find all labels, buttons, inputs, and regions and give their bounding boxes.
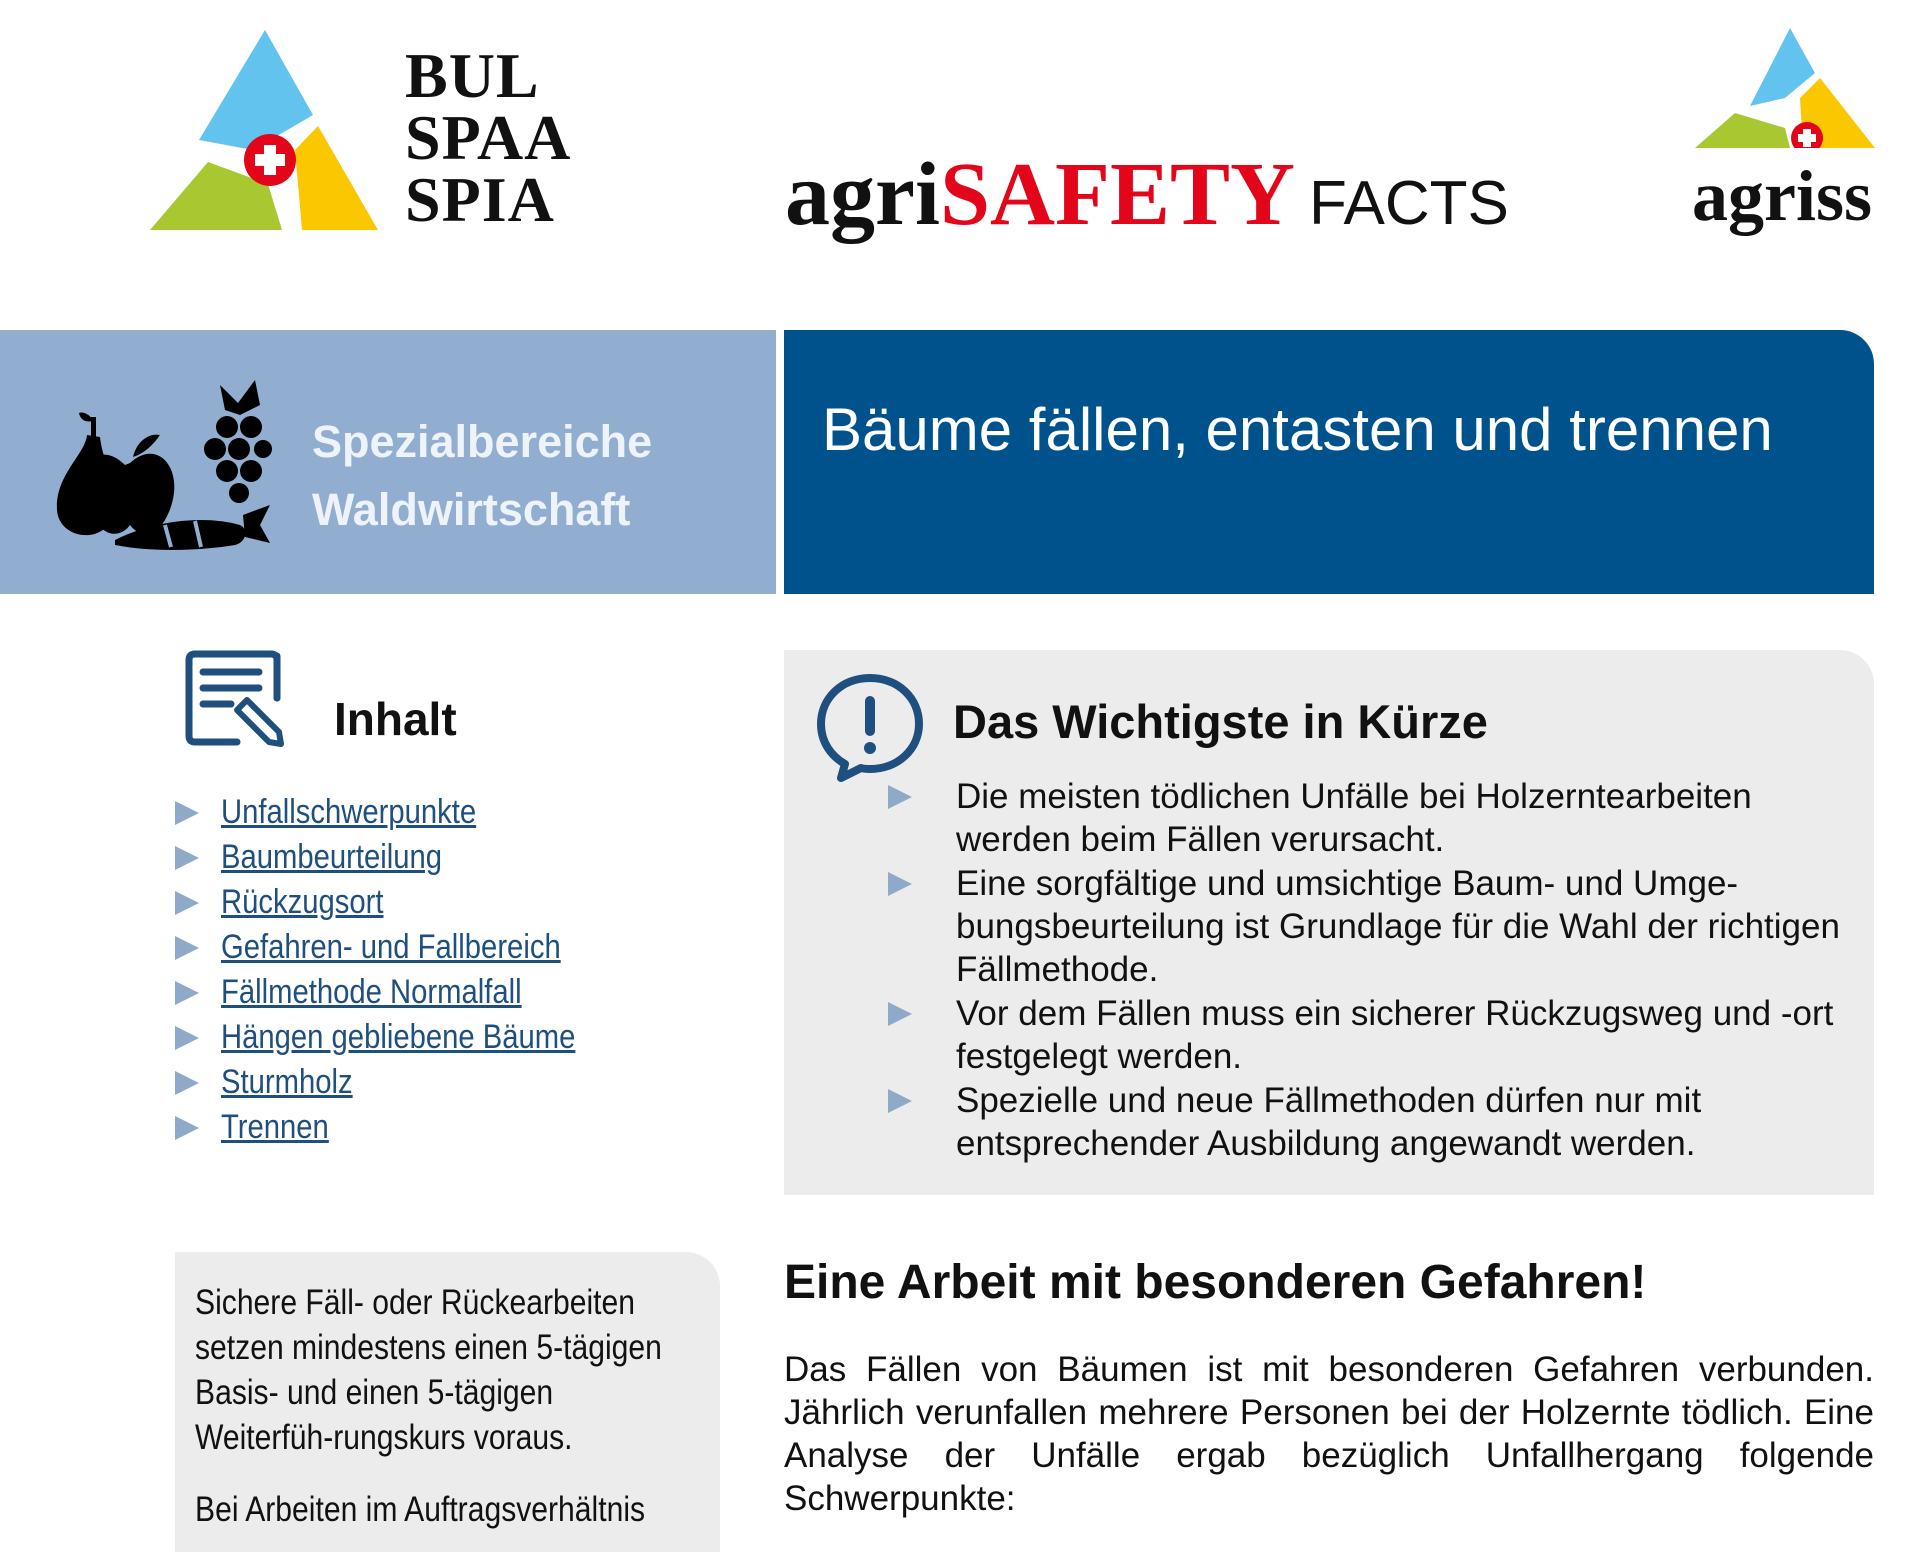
key-facts-title: Das Wichtigste in Kürze <box>953 695 1488 748</box>
section-heading: Eine Arbeit mit besonderen Gefahren! <box>784 1256 1647 1309</box>
contents-item <box>175 790 633 835</box>
contents-link-haengen-gebliebene-baeume[interactable]: Hängen gebliebene Bäume <box>221 1018 576 1056</box>
triangle-bullet-icon <box>888 785 912 809</box>
contents-link-sturmholz[interactable]: Sturmholz <box>221 1063 353 1101</box>
contents-link-unfallschwerpunkte[interactable]: Unfallschwerpunkte <box>221 793 477 831</box>
contents-item <box>175 835 633 880</box>
contents-link-faellmethode[interactable]: Fällmethode Normalfall <box>221 973 522 1011</box>
triangle-bullet-icon <box>175 1116 199 1140</box>
contents-item <box>175 970 633 1015</box>
agrisafety-facts-wordmark: agriSAFETY FACTS <box>785 145 1509 244</box>
key-facts-list <box>888 775 1848 1166</box>
triangle-bullet-icon <box>888 1002 912 1026</box>
triangle-bullet-icon <box>175 846 199 870</box>
agriss-wordmark: agriss <box>1692 156 1872 236</box>
triangle-bullet-icon <box>888 1089 912 1113</box>
triangle-bullet-icon <box>175 936 199 960</box>
fruit-vegetable-icon <box>55 375 275 555</box>
contents-item <box>175 1015 633 1060</box>
contents-link-baumbeurteilung[interactable]: Baumbeurteilung <box>221 838 443 876</box>
bul-wordmark: BUL SPAA SPIA <box>405 40 572 235</box>
contents-item <box>175 925 633 970</box>
contents-item <box>175 1060 633 1105</box>
exclamation-speech-bubble-icon <box>815 672 925 782</box>
triangle-bullet-icon <box>175 1026 199 1050</box>
triangle-bullet-icon <box>888 872 912 896</box>
page-title: Bäume fällen, entasten und trennen <box>822 396 1773 463</box>
agriss-logo <box>1695 28 1875 148</box>
triangle-bullet-icon <box>175 891 199 915</box>
contents-item <box>175 880 633 925</box>
contents-item <box>175 1105 633 1150</box>
list-item: Vor dem Fällen muss ein sicherer Rückzugsweg und -ort festgelegt werden. <box>888 992 1848 1078</box>
contents-title: Inhalt <box>334 693 457 745</box>
contents-link-gefahrenbereich[interactable]: Gefahren- und Fallbereich <box>221 928 561 966</box>
contents-link-trennen[interactable]: Trennen <box>221 1108 329 1146</box>
training-note-text: Sichere Fäll- oder Rückearbeiten setzen mindestens einen 5-tägigen Basis- und einen 5-tägigen Weiterfüh-rungskurs voraus. <box>195 1283 662 1457</box>
list-item: Spezielle und neue Fällmethoden dürfen nur mit entsprechender Ausbildung angewandt werden. <box>888 1079 1848 1165</box>
triangle-bullet-icon <box>175 981 199 1005</box>
bul-logo <box>150 30 390 230</box>
contents-link-rueckzugsort[interactable]: Rückzugsort <box>221 883 384 921</box>
category-label: Spezialbereiche Waldwirtschaft <box>312 416 653 535</box>
section-body-text: Das Fällen von Bäumen ist mit besonderen Gefahren verbunden. Jährlich verunfallen mehrere Personen bei der Holzernte tödlich. Eine Analyse der Unfälle ergab bezüglich Unfallhergang folgende Schwerpunkte: <box>784 1350 1874 1518</box>
document-pencil-icon <box>185 648 285 748</box>
triangle-bullet-icon <box>175 1071 199 1095</box>
contents-list <box>175 790 633 1150</box>
list-item: Eine sorgfältige und umsichtige Baum- und Umge-bungsbeurteilung ist Grundlage für die Wahl der richtigen Fällmethode. <box>888 862 1848 991</box>
triangle-bullet-icon <box>175 801 199 825</box>
training-note-text-2: Bei Arbeiten im Auftragsverhältnis <box>195 1490 646 1529</box>
list-item: Die meisten tödlichen Unfälle bei Holzerntearbeiten werden beim Fällen verursacht. <box>888 775 1848 861</box>
